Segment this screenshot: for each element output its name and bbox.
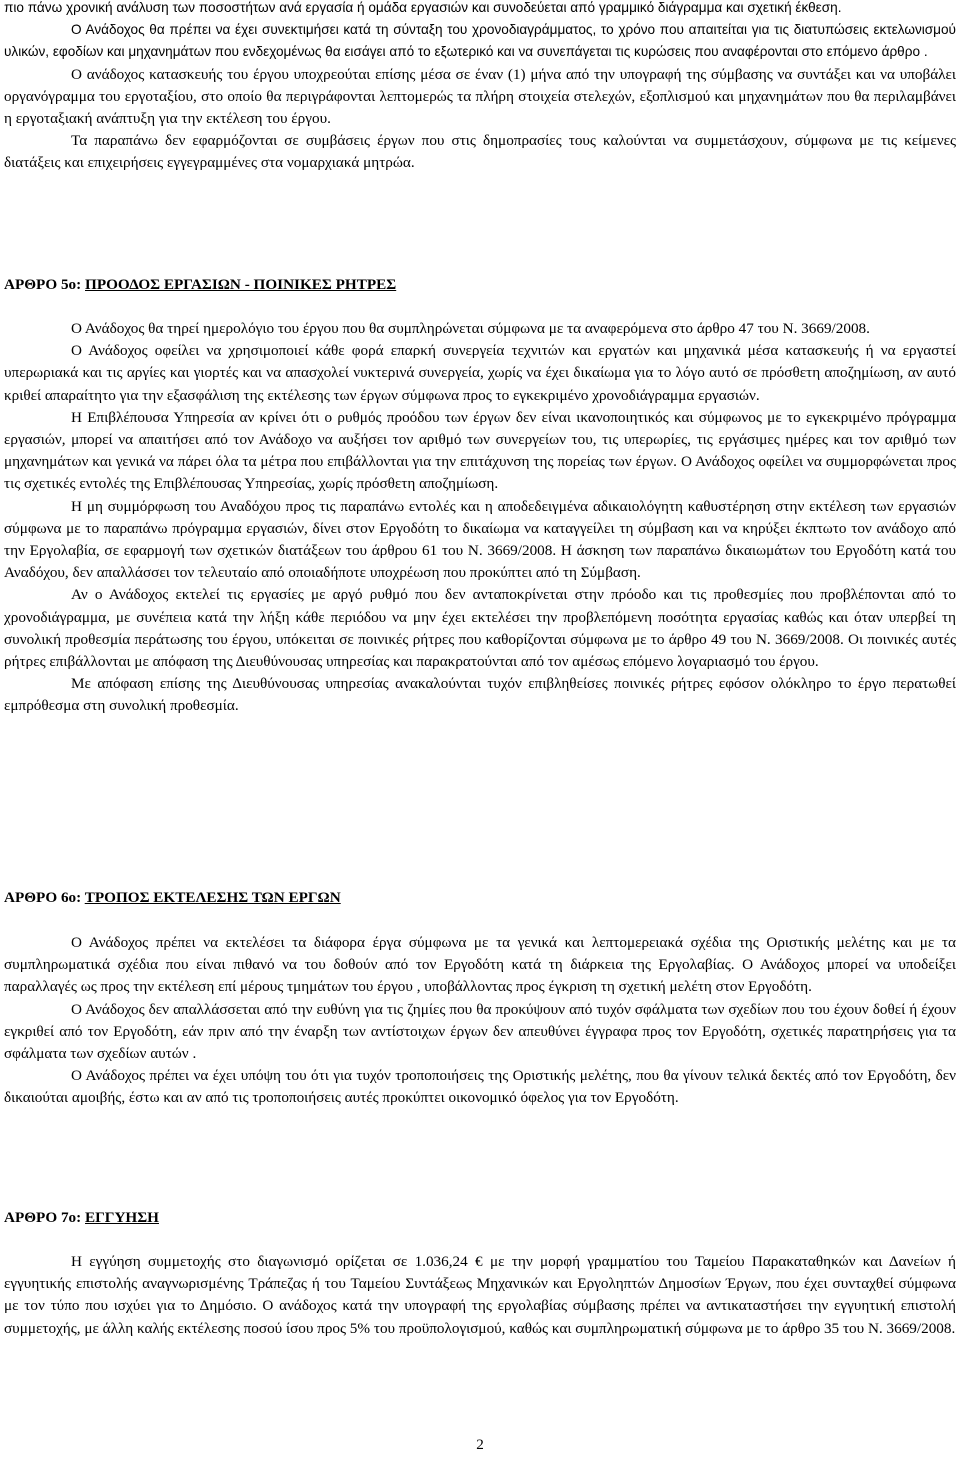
article-7-title: ΕΓΓΥΗΣΗ xyxy=(85,1209,159,1226)
paragraph: Η μη συμμόρφωση του Αναδόχου προς τις παραπάνω εντολές και η αποδεδειγμένα αδικαιολόγητη καθυστέρηση στην εκτέλεση των εργασιών σύμφωνα με το παραπάνω πρόγραμμα εργασιών, δίνει στον Εργοδότη το δικαίωμα να καταγγείλει τη σύμβαση και να κηρύξει έκπτωτο τον ανάδοχο από την Εργολαβία, σε εφαρμογή των σχετικών διατάξεων του άρθρου 61 του Ν. 3669/2008. Η άσκηση των παραπάνω δικαιωμάτων του Εργοδότη κατά του Αναδόχου, δεν απαλλάσσει τον τελευταίο από οποιαδήποτε υποχρέωση που προκύπτει από τη Σύμβαση. xyxy=(4,497,956,582)
paragraph: Τα παραπάνω δεν εφαρμόζονται σε συμβάσεις έργων που στις δημοπρασίες τους καλούνται να συμμετάσχουν, σύμφωνα με τις κείμενες διατάξεις και επιχειρήσεις εγγεγραμμένες στα νομαρχιακά μητρώα. xyxy=(4,132,956,172)
article-6-heading xyxy=(4,887,341,909)
paragraph: Η Επιβλέπουσα Υπηρεσία αν κρίνει ότι ο ρυθμός προόδου των έργων δεν είναι ικανοποιητικός και σύμφωνος με το εγκεκριμένο πρόγραμμα εργασιών, μπορεί να απαιτήσει από τον Ανάδοχο να αυξήσει τον αριθμό των συνεργείων του, τις υπερωρίες, τις εργάσιμες ημέρες και τον αριθμό των μηχανημάτων και γενικά να πάρει όλα τα μέτρα που επιβάλλονται για την επιτάχυνση της πορείας των έργων. Ο Ανάδοχος οφείλει να συμμορφώνεται προς τις σχετικές εντολές της Επιβλέπουσας Υπηρεσίας, χωρίς πρόσθετη αποζημίωση. xyxy=(4,408,956,493)
paragraph: Αν ο Ανάδοχος εκτελεί τις εργασίες με αργό ρυθμό που δεν ανταποκρίνεται στην πρόοδο και τις προθεσμίες που προβλέπονται από το χρονοδιάγραμμα, με συνέπεια κατά την λήξη κάθε περιόδου να μην έχει εκτελέσει την προβλεπόμενη ποσότητα εργασίας καθώς και όταν υπερβεί τη συνολική προθεσμία περάτωσης του έργου, υπόκειται σε ποινικές ρήτρες που καθορίζονται σύμφωνα με το άρθρο 49 του Ν. 3669/2008. Οι ποινικές αυτές ρήτρες επιβάλλονται με απόφαση της Διευθύνουσας υπηρεσίας και παρακρατούνται από τον αμέσως επόμενο λογαριασμό του έργου. xyxy=(4,586,956,671)
paragraph: Ο Ανάδοχος δεν απαλλάσσεται από την ευθύνη για τις ζημίες που θα προκύψουν από τυχόν σφάλματα των σχεδίων που του έχουν δοθεί ή έχουν εγκριθεί από τον Εργοδότη, εάν πριν από την έναρξη των αντίστοιχων έργων δεν απευθύνει έγγραφα προς τον Εργοδότη, σχετικές παρατηρήσεις για τα σφάλματα των σχεδίων αυτών . xyxy=(4,1000,956,1063)
paragraph: Ο Ανάδοχος θα πρέπει να έχει συνεκτιμήσει κατά τη σύνταξη του χρονοδιαγράμματος, το χρόνο που απαιτείται για τις διατυπώσεις εκτελωνισμού υλικών, εφοδίων και μηχανημάτων που ενδεχομένως θα εισάγει από το εξωτερικό και να συνεπάγεται τις κυρώσεις που αναφέρονται στο επόμενο άρθρο . xyxy=(4,22,956,60)
paragraph: Ο Ανάδοχος θα τηρεί ημερολόγιο του έργου που θα συμπληρώνεται σύμφωνα με τα αναφερόμενα στο άρθρο 47 του Ν. 3669/2008. xyxy=(71,320,870,337)
article-5-title: ΠΡΟΟΔΟΣ ΕΡΓΑΣΙΩΝ - ΠΟΙΝΙΚΕΣ ΡΗΤΡΕΣ xyxy=(85,276,397,293)
intro-section xyxy=(4,0,956,175)
paragraph: Ο Ανάδοχος πρέπει να εκτελέσει τα διάφορα έργα σύμφωνα με τα γενικά και λεπτομερειακά σχέδια της Οριστικής μελέτης και με τα συμπληρωματικά σχέδια που είναι πιθανό να του δοθούν από τον Εργοδότη κατά τη διάρκεια της Εργολαβίας. Ο Ανάδοχος μπορεί να υποδείξει παραλλαγές ως προς την εκτέλεση επί μέρους τμημάτων του έργου , υποβάλλοντας προς έγκριση τη σχετική μελέτη στον Εργοδότη. xyxy=(4,934,956,996)
article-5-body xyxy=(4,318,956,718)
paragraph: Ο Ανάδοχος πρέπει να έχει υπόψη του ότι για τυχόν τροποποιήσεις της Οριστικής μελέτης, που θα γίνουν τελικά δεκτές από τον Εργοδότη, δεν δικαιούται αμοιβής, έστω και αν από τις τροποποιήσεις αυτές προκύπτει οικονομικό όφελος για τον Εργοδότη. xyxy=(4,1067,956,1107)
paragraph: Ο ανάδοχος κατασκευής του έργου υποχρεούται επίσης μέσα σε έναν (1) μήνα από την υπογραφή της σύμβασης να συντάξει και να υποβάλει οργανόγραμμα του εργοταξίου, στο οποίο θα περιγράφονται λεπτομερώς τα πλήρη στοιχεία στελεχών, εξοπλισμού και μηχανημάτων που θα περιλαμβάνει η εργοταξιακή ανάπτυξη για την εκτέλεση του έργου. xyxy=(4,65,956,128)
paragraph: πιο πάνω χρονική ανάλυση των ποσοστήτων ανά εργασία ή ομάδα εργασιών και συνοδεύεται από γραμμικό διάγραμμα και σχετική έκθεση. xyxy=(4,0,842,15)
article-7-heading xyxy=(4,1207,159,1229)
page-number: 2 xyxy=(476,1436,484,1453)
paragraph: Η εγγύηση συμμετοχής στο διαγωνισμό ορίζεται σε 1.036,24 € με την μορφή γραμματίου του Ταμείου Παρακαταθηκών και Δανείων ή εγγυητικής επιστολής αναγνωρισμένης Τράπεζας ή του Ταμείου Συντάξεως Μηχανικών και Εργοληπτών Δημοσίων Έργων, που έχει συνταχθεί σύμφωνα με τον τύπο που ισχύει για το Δημόσιο. Ο ανάδοχος κατά την υπογραφή της εργολαβίας σύμβασης πρέπει να αντικαταστήσει την εγγυητική επιστολή συμμετοχής, με άλλη καλής εκτέλεσης ποσού ίσου προς 5% του προϋπολογισμού, καθώς και συμπληρωματική σύμφωνα με το άρθρο 35 του Ν. 3669/2008. xyxy=(4,1253,956,1337)
article-7-body xyxy=(4,1251,956,1340)
paragraph: Με απόφαση επίσης της Διευθύνουσας υπηρεσίας ανακαλούνται τυχόν επιβληθείσες ποινικές ρήτρες εφόσον ολόκληρο το έργο περατωθεί εμπρόθεσμα στη συνολική προθεσμία. xyxy=(4,675,956,715)
article-6-prefix: ΑΡΘΡΟ 6ο: xyxy=(4,889,85,906)
article-5-heading xyxy=(4,274,396,296)
article-6-body xyxy=(4,932,956,1110)
article-7-prefix: ΑΡΘΡΟ 7ο: xyxy=(4,1209,85,1226)
article-6-title: ΤΡΟΠΟΣ ΕΚΤΕΛΕΣΗΣ ΤΩΝ ΕΡΓΩΝ xyxy=(84,889,341,906)
paragraph: Ο Ανάδοχος οφείλει να χρησιμοποιεί κάθε φορά επαρκή συνεργεία τεχνιτών και εργατών και μηχανικά μέσα κατασκευής ή να εργαστεί υπερωριακά και τις αργίες και γιορτές και να απασχολεί νυκτερινά συνεργεία, χωρίς να έχει δικαίωμα για το λόγο αυτό σε πρόσθετη αποζημίωση, αν αυτό κριθεί απαραίτητο για την εξασφάλιση της εκτέλεσης των έργων σύμφωνα προς το εγκεκριμένο χρονοδιάγραμμα εργασιών. xyxy=(4,342,956,404)
article-5-prefix: ΑΡΘΡΟ 5ο: xyxy=(4,276,85,293)
